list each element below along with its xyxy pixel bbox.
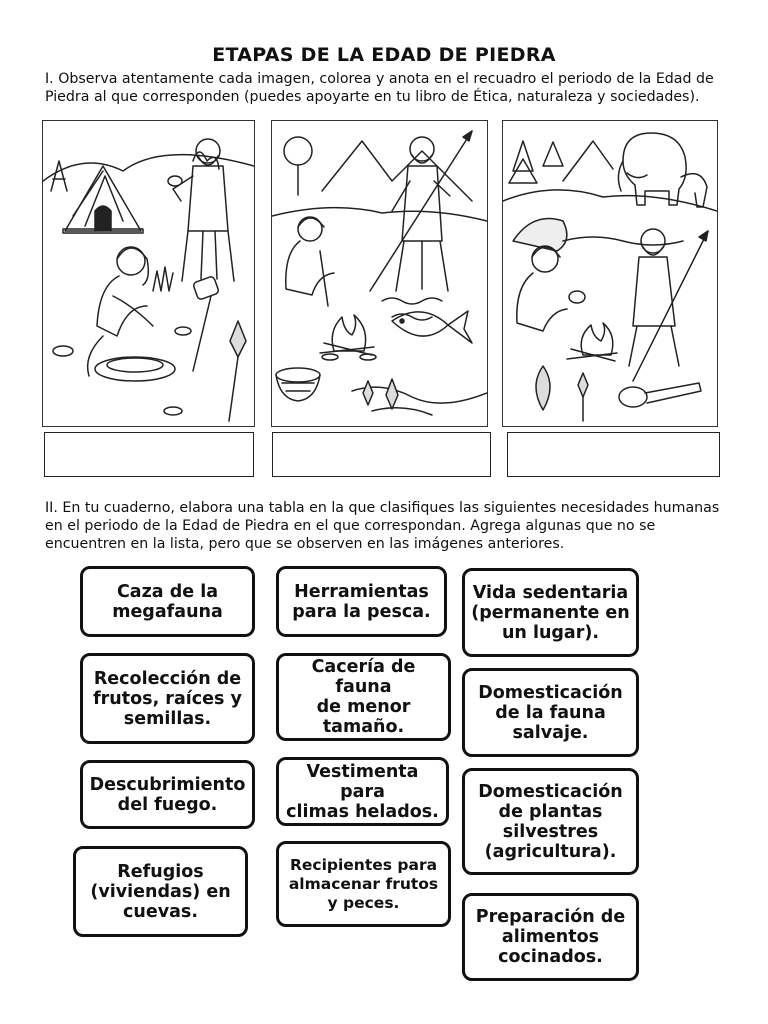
answer-box-1[interactable]: [44, 432, 254, 477]
illustration-2-drawing: [272, 121, 487, 426]
card-recoleccion-frutos: Recolección de frutos, raíces y semillas.: [80, 653, 255, 744]
card-descubrimiento-fuego: Descubrimiento del fuego.: [80, 760, 255, 829]
card-preparacion-alimentos: Preparación de alimentos cocinados.: [462, 893, 639, 981]
answer-box-3[interactable]: [507, 432, 720, 477]
card-herramientas-pesca: Herramientas para la pesca.: [276, 566, 447, 637]
card-caza-megafauna: Caza de la megafauna: [80, 566, 255, 637]
illustration-1-drawing: [43, 121, 254, 426]
card-domesticacion-fauna: Domesticación de la fauna salvaje.: [462, 668, 639, 757]
section2-instructions: II. En tu cuaderno, elabora una tabla en la que clasifiques las siguientes necesidades humanas en el periodo de la Edad de Piedra en el que correspondan. Agrega algunas que no se encuentren en la lista, pero que se observen en las imágenes anteriores.: [45, 500, 720, 552]
card-vida-sedentaria: Vida sedentaria (permanente en un lugar).: [462, 568, 639, 657]
card-vestimenta-climas: Vestimenta para climas helados.: [276, 757, 449, 826]
section1-instructions: I. Observa atentamente cada imagen, colorea y anota en el recuadro el periodo de la Edad de Piedra al que corresponden (puedes apoyarte en tu libro de Ética, naturaleza y sociedades).: [45, 71, 714, 105]
card-domesticacion-plantas: Domesticación de plantas silvestres (agricultura).: [462, 768, 639, 875]
illustration-2: [271, 120, 488, 427]
illustration-1: [42, 120, 255, 427]
card-refugios-cuevas: Refugios (viviendas) en cuevas.: [73, 846, 248, 937]
illustration-3-drawing: [503, 121, 717, 426]
answer-box-2[interactable]: [272, 432, 491, 477]
worksheet-title: ETAPAS DE LA EDAD DE PIEDRA: [212, 44, 556, 66]
card-recipientes-almacenar: Recipientes para almacenar frutos y peces.: [276, 841, 451, 927]
card-caceria-fauna-menor: Cacería de fauna de menor tamaño.: [276, 653, 451, 741]
illustration-3: [502, 120, 718, 427]
